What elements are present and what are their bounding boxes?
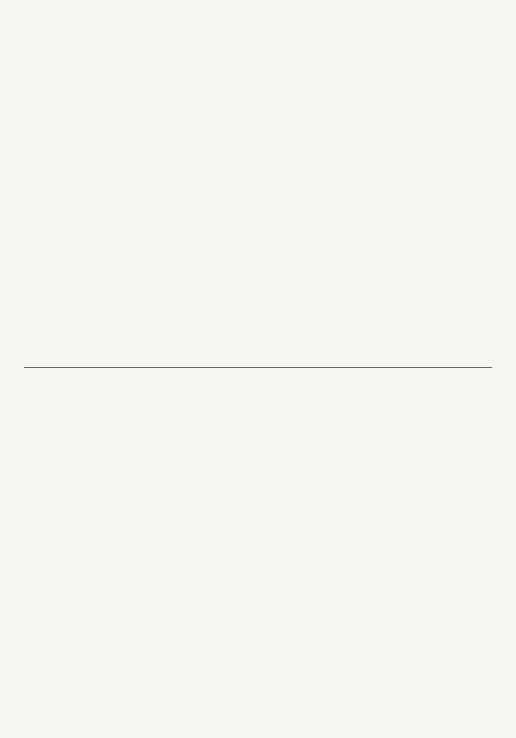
section-divider — [24, 367, 492, 368]
